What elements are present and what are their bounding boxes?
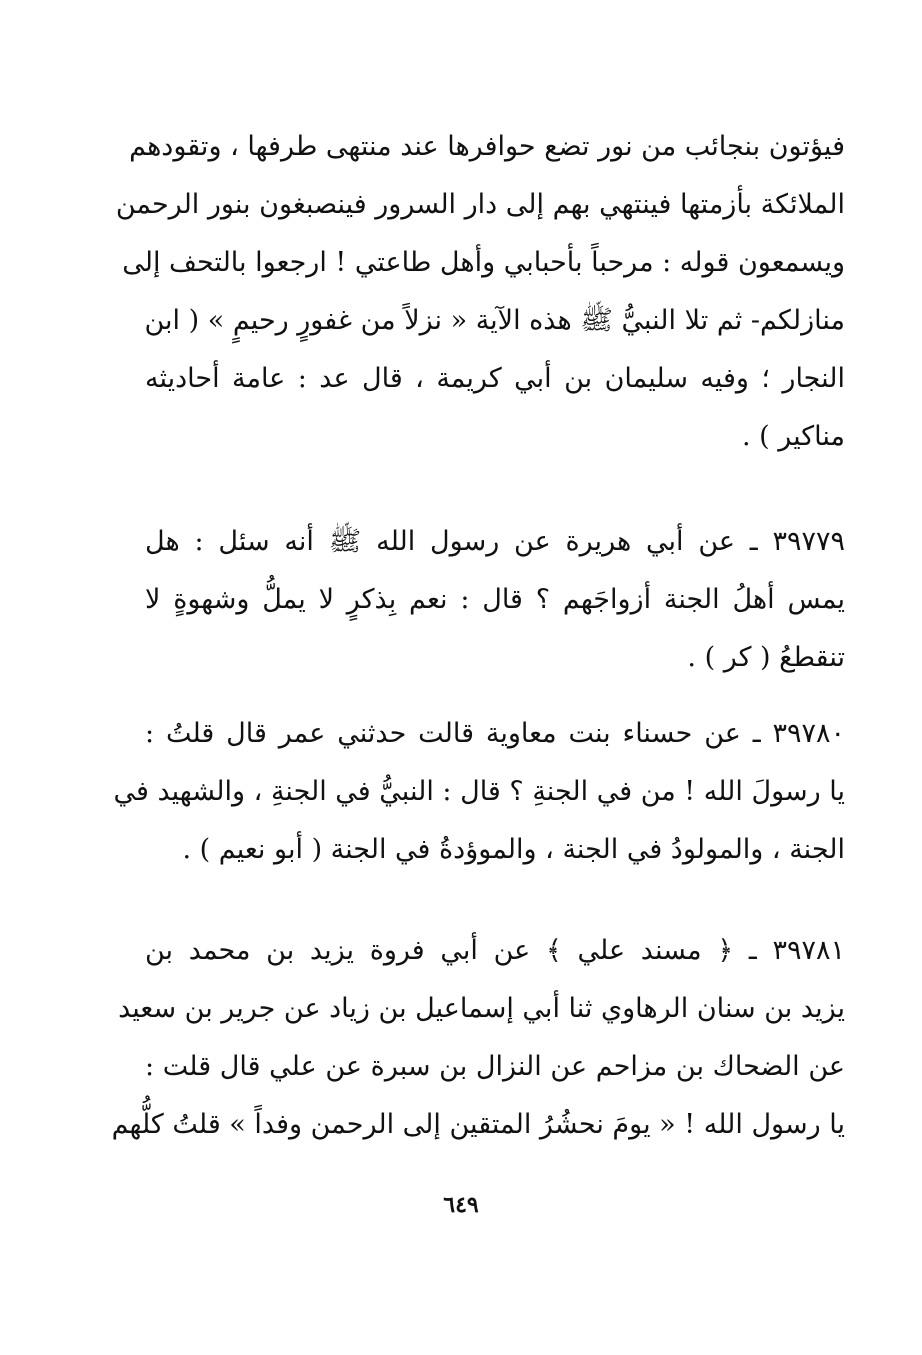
text-line: ٣٩٧٨٠ ـ عن حسناء بنت معاوية قالت حدثني عمر قال قلتُ : (145, 718, 846, 749)
page-number: ٦٤٩ (443, 1192, 479, 1218)
hadith-entry (111, 922, 845, 1154)
hadith-entry (145, 513, 845, 687)
text-line: الملائكة بأزمتها فينتهي بهم إلى دار السرور فينصبغون بنور الرحمن (115, 189, 845, 220)
text-line: يمس أهلُ الجنة أزواجَهم ؟ قال : نعم بِذكرٍ لا يملُّ وشهوةٍ لا (145, 584, 845, 615)
text-line: ٣٩٧٨١ ـ ﴿ مسند علي ﴾ عن أبي فروة يزيد بن محمد بن (145, 935, 845, 966)
text-line: يا رسول الله ! « يومَ نحشُرُ المتقين إلى الرحمن وفداً » قلتُ كلُّهم (111, 1109, 845, 1140)
text-line: الجنة ، والمولودُ في الجنة ، والموؤدةُ في الجنة ( أبو نعيم ) . (182, 834, 845, 865)
text-line: منازلكم- ثم تلا النبيُّ ﷺ هذه الآية « نزلاً من غفورٍ رحيمٍ » ( ابن (144, 305, 845, 336)
text-line: عن الضحاك بن مزاحم عن النزال بن سبرة عن علي قال قلت : (145, 1051, 845, 1082)
text-line: ٣٩٧٧٩ ـ عن أبي هريرة عن رسول الله ﷺ أنه سئل : هل (145, 526, 845, 557)
hadith-entry (113, 705, 846, 879)
text-line: فيؤتون بنجائب من نور تضع حوافرها عند منتهى طرفها ، وتقودهم (129, 131, 845, 162)
text-line: النجار ؛ وفيه سليمان بن أبي كريمة ، قال عد : عامة أحاديثه (145, 363, 845, 394)
text-line: يزيد بن سنان الرهاوي ثنا أبي إسماعيل بن زياد عن جرير بن سعيد (118, 993, 845, 1024)
text-line: تنقطعُ ( كر ) . (687, 642, 845, 673)
text-line: مناكير ) . (741, 421, 845, 452)
text-line: يا رسولَ الله ! من في الجنةِ ؟ قال : النبيُّ في الجنةِ ، والشهيد في (113, 776, 845, 807)
paragraph-continuation (115, 118, 845, 466)
text-line: ويسمعون قوله : مرحباً بأحبابي وأهل طاعتي ! ارجعوا بالتحف إلى (122, 247, 845, 278)
